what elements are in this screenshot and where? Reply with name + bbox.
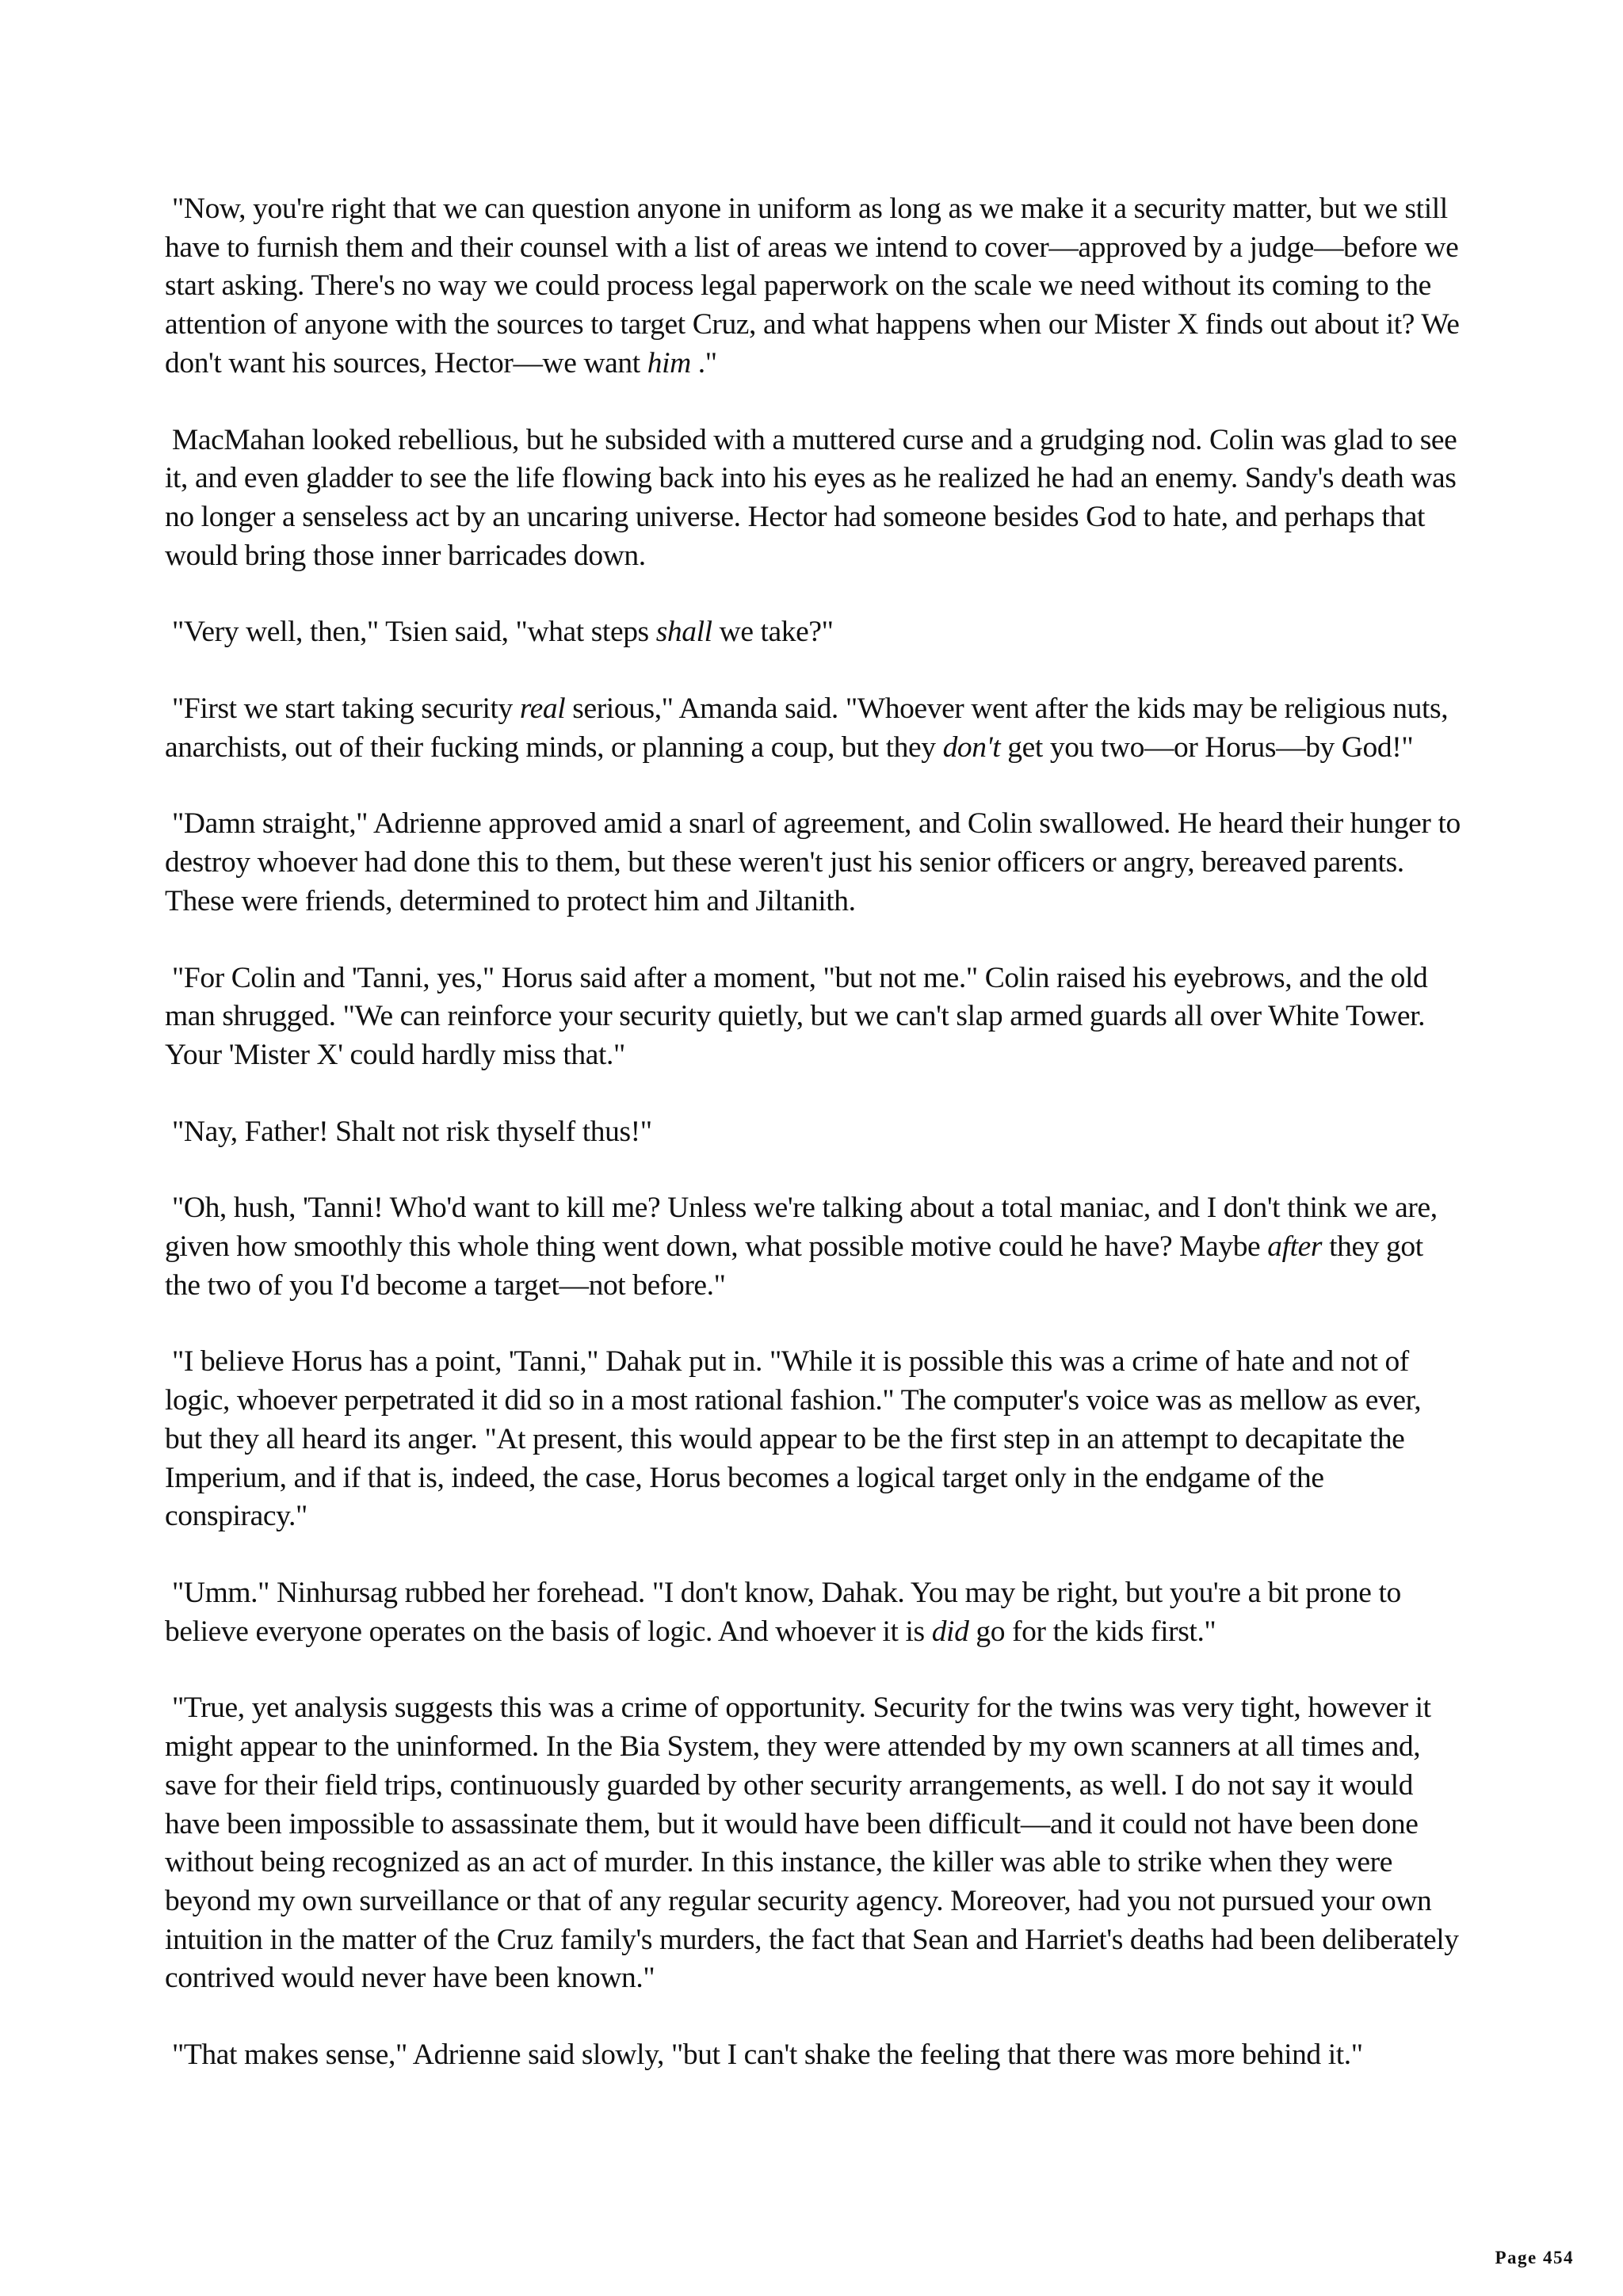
text-run: "Oh, hush, 'Tanni! Who'd want to kill me? Unless we're talking about a total maniac, and I don't think we are, given how smoothly this whole thing went down, what possible motive could he have? Maybe xyxy=(165,1192,1445,1264)
paragraph xyxy=(165,805,1468,921)
text-run: go for the kids first." xyxy=(968,1615,1216,1648)
paragraph xyxy=(165,959,1465,1075)
text-run: "First we start taking security xyxy=(165,692,520,726)
paragraph xyxy=(165,2036,1465,2075)
text-run: we take?" xyxy=(712,616,834,649)
text-run: "Now, you're right that we can question anyone in uniform as long as we make it a security matter, but we still have to furnish them and their counsel with a list of areas we intend to cover—approved by a judge—before we start asking. There's no way we could process legal paperwork on the scale we need without its coming to the attention of anyone with the sources to target Cruz, and what happens when our Mister X finds out about it? We don't want his sources, Hector—we want xyxy=(165,193,1467,379)
paragraph xyxy=(165,1113,1465,1152)
text-run: "For Colin and 'Tanni, yes," Horus said after a moment, "but not me." Colin raised his eyebrows, and the old man shrugged. "We can reinforce your security quietly, but we can't slap armed guards all over White Tower. Your 'Mister X' could hardly miss that." xyxy=(165,961,1435,1071)
text-run: "That makes sense," Adrienne said slowly, "but I can't shake the feeling that there was more behind it." xyxy=(165,2039,1363,2072)
paragraph xyxy=(165,690,1465,767)
text-run: MacMahan looked rebellious, but he subsided with a muttered curse and a grudging nod. Colin was glad to see it, and even gladder to see the life flowing back into his eyes as he realized he had an enemy. Sandy's death was no longer a senseless act by an uncaring universe. Hector had someone besides God to hate, and perhaps that would bring those inner barricades down. xyxy=(165,423,1465,572)
paragraph xyxy=(165,190,1465,383)
text-run: get you two—or Horus—by God!" xyxy=(1000,730,1414,764)
text-run: "Nay, Father! Shalt not risk thyself thus!" xyxy=(165,1115,652,1148)
text-run: serious," Amanda said. "Whoever went after the kids may be religious nuts, anarchists, out of their fucking minds, or planning a coup, but they xyxy=(165,692,1456,764)
italic-text: did xyxy=(931,1615,969,1648)
paragraph xyxy=(165,1343,1465,1536)
paragraph xyxy=(165,1189,1465,1305)
italic-text: after xyxy=(1267,1230,1323,1264)
paragraph xyxy=(165,421,1465,576)
page-number: Page 454 xyxy=(1495,2248,1574,2267)
text-run: "I believe Horus has a point, 'Tanni," Dahak put in. "While it is possible this was a crime of hate and not of logic, whoever perpetrated it did so in a most rational fashion." The computer's voice was as mellow as ever, but they all heard its anger. "At present, this would appear to be the first step in an attempt to decapitate the Imperium, and if that is, indeed, the case, Horus becomes a logical target only in the endgame of the conspiracy." xyxy=(165,1345,1429,1533)
text-run: ." xyxy=(690,346,717,379)
text-run: "True, yet analysis suggests this was a crime of opportunity. Security for the twins was very tight, however it might appear to the uninformed. In the Bia System, they were attended by my own scanners at all times and, save for their field trips, continuously guarded by other security arrangements, as well. I do not say it would have been impossible to assassinate them, but it would have been difficult—and it could not have been done without being recognized as an act of murder. In this instance, the killer was able to strike when they were beyond my own surveillance or that of any regular security agency. Moreover, had you not pursued your own intuition in the matter of the Cruz family's murders, the fact that Sean and Harriet's deaths had been deliberately contrived would never have been known." xyxy=(165,1691,1466,1995)
italic-text: him xyxy=(647,346,691,379)
text-run: "Very well, then," Tsien said, "what steps xyxy=(165,616,656,649)
italic-text: don't xyxy=(942,730,1001,764)
text-run: "Umm." Ninhursag rubbed her forehead. "I don't know, Dahak. You may be right, but you're a bit prone to believe everyone operates on the basis of logic. And whoever it is xyxy=(165,1576,1408,1648)
italic-text: shall xyxy=(655,616,712,649)
text-run: "Damn straight," Adrienne approved amid a snarl of agreement, and Colin swallowed. He heard their hunger to destroy whoever had done this to them, but these weren't just his senior officers or angry, bereaved parents. These were friends, determined to protect him and Jiltanith. xyxy=(165,807,1468,917)
paragraph xyxy=(165,613,1465,652)
body-text xyxy=(165,190,1468,2113)
paragraph xyxy=(165,1574,1465,1651)
text-run: they got the two of you I'd become a target—not before." xyxy=(165,1230,1430,1302)
italic-text: real xyxy=(519,692,566,726)
paragraph xyxy=(165,1689,1465,1998)
